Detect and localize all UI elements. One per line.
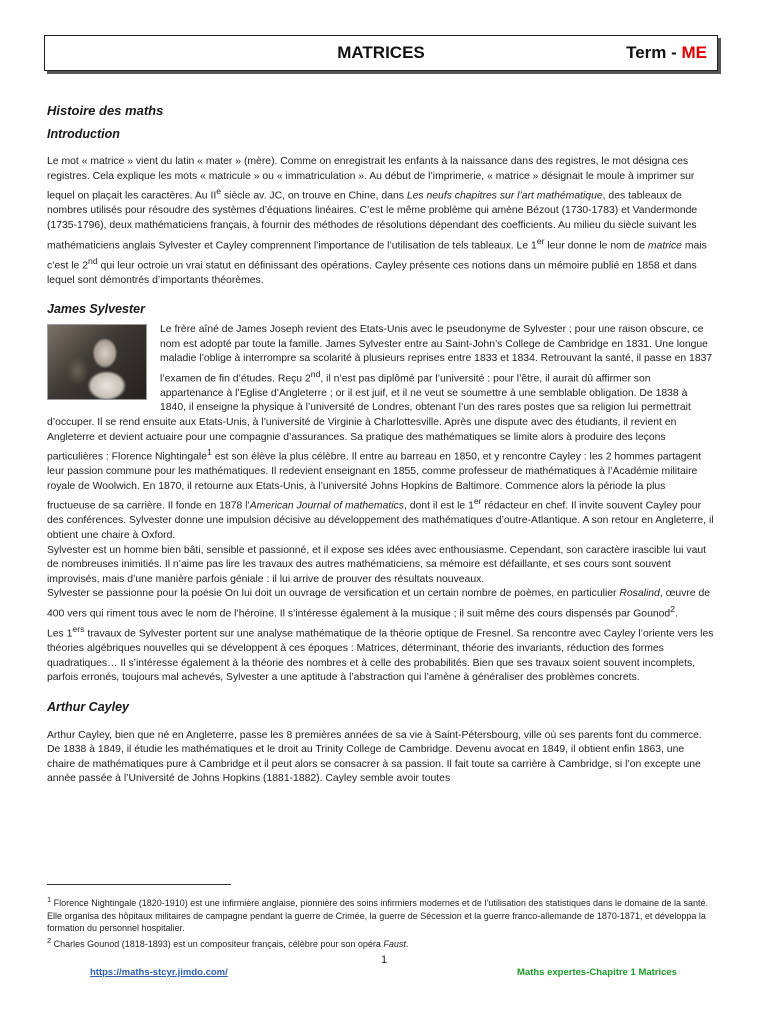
term-label — [626, 43, 707, 63]
page-number: 1 — [380, 954, 388, 966]
footer-website-link[interactable]: https://maths-stcyr.jimdo.com/ — [90, 967, 228, 978]
footer-chapter-label: Maths expertes-Chapitre 1 Matrices — [517, 967, 677, 978]
sylvester-portrait-image — [47, 324, 147, 400]
sylvester-paragraph-bio: Le frère aîné de James Joseph revient des Etats-Unis avec le pseudonyme de Sylvester ; pour une raison obscure, ce nom est adopté par toute la famille. James Sylvester entre au Saint-John’s College de Cambridge en 1831. Une longue maladie l’oblige à interrompre sa scolarité à plusieurs reprises entre 1833 et 1834. Retrouvant la santé, il passe en 1837 l’examen de fin d’études. Reçu 2nd, il n’est pas diplômé par l’université : pour l’être, il aurait dû affirmer son appartenance à l’Eglise d’Angleterre ; or il est juif, et il ne veut se soumettre à une semblable obligation. De 1838 à 1840, il enseigne la physique à l’université de Londres, obtenant l’un des rares postes que sa religion lui permettrait d’occuper. Il se rend ensuite aux Etats-Unis, à l’université de Virginie à Charlottesville. Après une dispute avec des étudiants, il revient en Angleterre et devient actuaire pour une compagnie d’assurances. Sa pratique des mathématiques se limite alors à produire des leçons particulières : Florence Nightingale$^1$ est son élève la plus célèbre. Il entre au barreau en 1850, et y rencontre Cayley : les 2 hommes partagent leur passion commune pour les mathématiques. Il redevient enseignant en 1855, comme professeur de mathématiques à l’Académie militaire royale de Woolwich. En 1870, il retourne aux Etats-Unis, à l’université Johns Hopkins de Baltimore. Commence alors la période la plus fructueuse de sa carrière. Il fonde en 1878 l’American Journal of mathematics, dont il est le 1er rédacteur en chef. Il invite souvent Cayley pour des conférences. Sylvester donne une impulsion décisive au développement des mathématiques d’outre-Atlantique. A son retour en Angleterre, il obtient une chaire à Oxford. — [47, 323, 714, 542]
intro-paragraph: Le mot « matrice » vient du latin « mater » (mère). Comme on enregistrait les enfants à la naissance dans des registres, le mot désigna ces registres. Cela explique les mots « matricule » ou « immatriculation ». Au début de l’imprimerie, « matrice » désignait le moule à imprimer sur lequel on plaçait les caractères. Au IIe siècle av. JC, on trouve en Chine, dans Les neufs chapitres sur l’art mathématique, des tableaux de nombres utilisés pour résoudre des systèmes d’équations linéaires. C’est le même problème qui amène Bézout (1730-1783) et Vandermonde (1735-1796), deux mathématiciens français, à fournir des méthodes de résolutions dépendant des coefficients. Au milieu du siècle suivant les mathématiciens anglais Sylvester et Cayley comprennent l’importance de l’utilisation de tels tableaux. Le 1er leur donne le nom de matrice mais c’est le 2nd qui leur octroie un vrai statut en définissant des opérations. Cayley présente ces notions dans un mémoire publié en 1858 et dans lequel sont démontrés d’importants théorèmes. — [47, 156, 707, 286]
term-suffix: ME — [681, 43, 707, 62]
page-title: MATRICES — [337, 43, 425, 62]
sylvester-paragraph-works: Les 1ers travaux de Sylvester portent sur une analyse mathématique de la théorie optique de Fresnel. Sa rencontre avec Cayley l’oriente vers les théories algébriques nouvelles qui se développent à ces époques : Matrices, déterminant, théorie des invariants, réduction des formes quadratiques… Il s’intéresse également à la théorie des nombres et à celle des probabilités. Bien que ses travaux soient souvent incomplets, parfois erronés, toujours mal achevés, Sylvester a une aptitude à l’abstraction qui l’amène à généraliser des problèmes concrets. — [47, 624, 714, 684]
sylvester-paragraph-character: Sylvester est un homme bien bâti, sensible et passionné, et il expose ses idées avec enthousiasme. Cependant, son caractère irascible lui vaut de nombreuses inimitiés. Il n’aime pas lire les travaux des autres mathématiciens, sa mémoire est défaillante, et ses cours sont souvent improvisés, mais d’une manière parfois géniale : il lui arrive de prouver des résultats nouveaux. — [47, 544, 707, 585]
sylvester-heading: James Sylvester — [47, 302, 145, 317]
footnote-1: $^1$ Florence Nightingale (1820-1910) est une infirmière anglaise, pionnière des soins infirmiers modernes et de l’utilisation des statistiques dans le domaine de la santé. Elle organisa des hôpitaux militaires de campagne pendant la guerre de Crimée, la guerre de Sécession et la guerre franco-allemande de 1870-1871, et développa la formation du personnel hospitalier. — [47, 895, 709, 934]
section-title: Histoire des maths — [47, 103, 164, 118]
cayley-paragraph: Arthur Cayley, bien que né en Angleterre, passe les 8 premières années de sa vie à Saint-Pétersbourg, ville où ses parents font du commerce. De 1838 à 1849, il étudie les mathématiques et le droit au Trinity College de Cambridge. Devenu avocat en 1849, il obtient enfin 1863, une chaire de mathématiques pure à Cambridge et il peut alors se consacrer à sa passion. Il fait toute sa carrière à Cambridge, si l’on excepte une année passée à l’Université de Johns Hopkins (1881-1882). Cayley semble avoir toutes — [47, 729, 702, 785]
footnote-divider — [47, 884, 231, 885]
footnote-2: $^2$ Charles Gounod (1818-1893) est un compositeur français, célèbre pour son opéra Faust. — [47, 935, 409, 949]
intro-heading: Introduction — [47, 126, 120, 141]
sylvester-paragraph-poetry: Sylvester se passionne pour la poésie On lui doit un ouvrage de versification et un certain nombre de poèmes, en particulier Rosalind, œuvre de 400 vers qui riment tous avec le nom de l’héroïne. Il s’intéresse également à la musique ; il suit même des cours dispensés par Gounod$^2$. — [47, 588, 711, 620]
page-header — [44, 35, 718, 71]
term-prefix: Term - — [626, 43, 682, 62]
cayley-heading: Arthur Cayley — [47, 699, 129, 714]
footnotes — [47, 894, 717, 950]
main-content — [47, 104, 715, 787]
